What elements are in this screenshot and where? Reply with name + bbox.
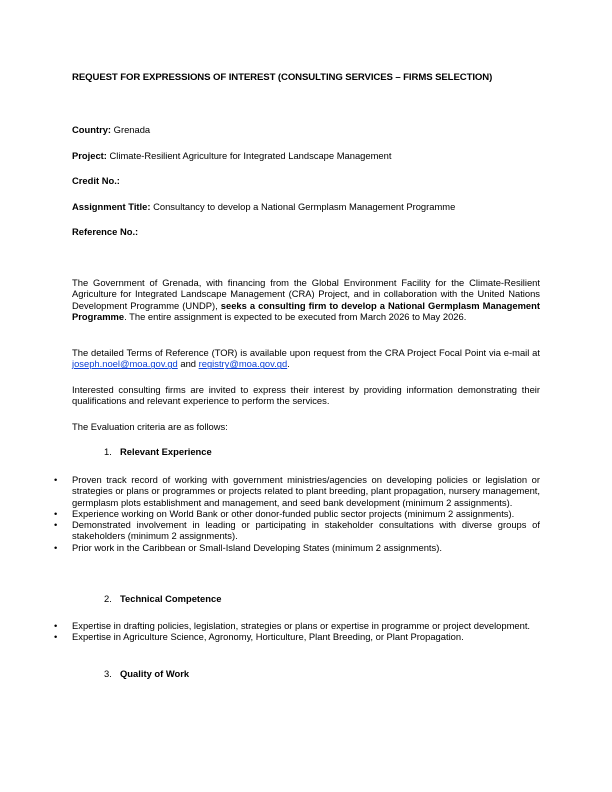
- list-item-text: Proven track record of working with government ministries/agencies on developing policies or legislation or strategies or plans or programmes or projects related to plant breeding, plant propagation, nursery management, germplasm plots establishment and management, and seed bank development (minimum 2 assignments).: [72, 474, 540, 508]
- bullet-icon: •: [54, 474, 58, 485]
- bullet-icon: •: [54, 631, 58, 643]
- tor-text-end: .: [287, 358, 290, 370]
- bullet-icon: •: [54, 519, 58, 531]
- email-link-joseph-noel[interactable]: joseph.noel@moa.gov.gd: [72, 358, 178, 370]
- list-item: [54, 519, 540, 542]
- list-item-text: Expertise in drafting policies, legislation, strategies or plans or expertise in programme or project development.: [72, 620, 531, 631]
- field-value: Climate-Resilient Agriculture for Integrated Landscape Management: [106, 150, 392, 161]
- list-item-text: Experience working on World Bank or other donor-funded public sector projects (minimum 2 assignments).: [72, 507, 515, 519]
- email-link-registry[interactable]: registry@moa.gov.gd: [198, 358, 288, 370]
- section-heading-relevant-experience: [104, 446, 212, 457]
- intro-bold-text: seeks a consulting firm to develop a National Germplasm Management Programme: [72, 299, 540, 322]
- field-reference-no: [72, 226, 138, 237]
- invitation-paragraph: Interested consulting firms are invited to express their interest by providing information demonstrating their qualifications and relevant experience to perform the services.: [72, 384, 540, 407]
- section-number: 3.: [104, 668, 112, 679]
- list-item: [54, 542, 540, 553]
- bullet-icon: •: [54, 541, 58, 553]
- bullet-icon: •: [54, 620, 58, 631]
- technical-competence-list: [54, 620, 540, 643]
- section-number: 2.: [104, 593, 112, 604]
- section-heading-technical-competence: [104, 593, 221, 604]
- section-title: Technical Competence: [120, 593, 222, 604]
- field-country: [72, 124, 150, 135]
- section-title: Quality of Work: [120, 668, 190, 679]
- section-number: 1.: [104, 446, 112, 457]
- list-item: [54, 620, 540, 631]
- section-title: Relevant Experience: [120, 446, 212, 457]
- intro-paragraph: [72, 277, 540, 322]
- field-label: Project:: [72, 150, 107, 161]
- tor-paragraph: [72, 347, 540, 370]
- list-item-text: Demonstrated involvement in leading or participating in stakeholder consultations with diverse groups of stakeholders (minimum 2 assignments).: [72, 519, 540, 542]
- field-assignment-title: [72, 201, 455, 212]
- field-label: Reference No.:: [72, 226, 139, 237]
- field-value: Grenada: [111, 124, 151, 135]
- relevant-experience-list: [54, 474, 540, 553]
- list-item: [54, 631, 540, 642]
- list-item: [54, 474, 540, 508]
- field-value: Consultancy to develop a National Germplasm Management Programme: [150, 201, 456, 212]
- field-project: [72, 150, 391, 161]
- list-item: [54, 508, 540, 519]
- section-heading-quality-of-work: [104, 668, 189, 679]
- list-item-text: Expertise in Agriculture Science, Agronomy, Horticulture, Plant Breeding, or Plant Propagation.: [72, 631, 464, 643]
- field-label: Credit No.:: [72, 175, 120, 186]
- intro-text-end: . The entire assignment is expected to be executed from March 2026 to May 2026.: [124, 310, 467, 322]
- tor-text-middle: and: [177, 358, 199, 370]
- list-item-text: Prior work in the Caribbean or Small-Island Developing States (minimum 2 assignments).: [72, 541, 442, 553]
- intro-text: The Government of Grenada, with financing from the Global Environment Facility for the Climate-Resilient Agriculture for Integrated Landscape Management (CRA) Project, and in collaboration with the United Nations Development Programme (UNDP),: [72, 277, 540, 311]
- field-credit-no: [72, 175, 120, 186]
- document-title: REQUEST FOR EXPRESSIONS OF INTEREST (CONSULTING SERVICES – FIRMS SELECTION): [72, 72, 493, 83]
- criteria-intro: The Evaluation criteria are as follows:: [72, 421, 228, 432]
- tor-text: The detailed Terms of Reference (TOR) is available upon request from the CRA Project Focal Point via e-mail at: [72, 347, 540, 358]
- field-label: Country:: [72, 124, 112, 135]
- bullet-icon: •: [54, 507, 58, 519]
- field-label: Assignment Title:: [72, 201, 151, 212]
